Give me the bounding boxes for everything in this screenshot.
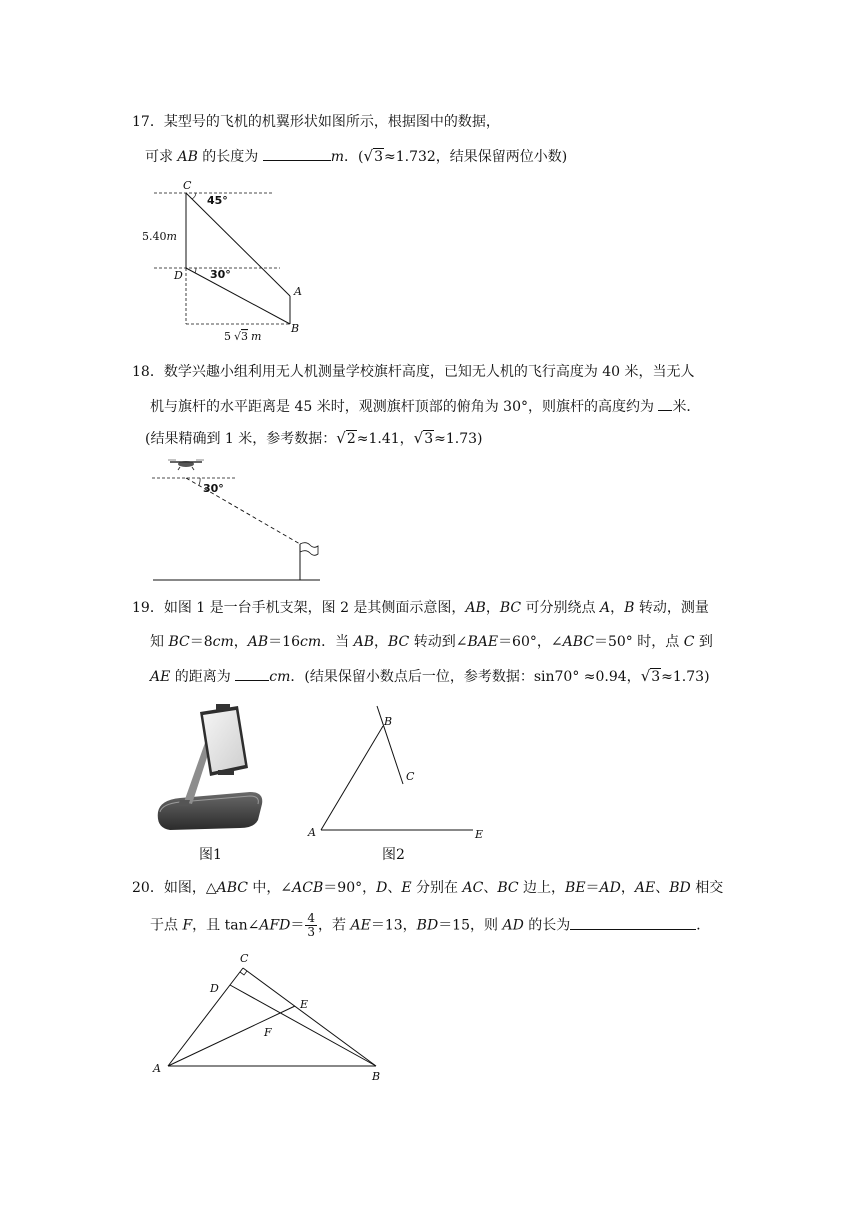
q19-line1: 19．如图 1 是一台手机支架，图 2 是其侧面示意图，AB，BC 可分别绕点 A，B 转动，测量	[132, 600, 709, 616]
fraction-4-3: $\frac{4}{3}$	[307, 911, 316, 939]
q17-var-ab: AB	[177, 149, 198, 165]
fig1-caption: 图1	[199, 847, 222, 863]
phone-stand-image	[150, 700, 280, 835]
label-b: B	[384, 715, 393, 728]
q20-figure	[148, 948, 388, 1088]
q20-answer-blank[interactable]	[570, 915, 696, 930]
q18-line3	[145, 428, 483, 449]
sqrt-symbol: √3	[363, 147, 383, 165]
q17-text: 的长度为	[197, 149, 263, 165]
q19-line2: 知 BC＝8cm，AB＝16cm．当 AB，BC 转动到∠BAE＝60°，∠ABC＝50° 时，点 C 到	[150, 634, 713, 650]
angle-30: 30°	[203, 482, 224, 495]
label-d: D	[210, 982, 219, 995]
q18-text: ≈1.73)	[434, 431, 483, 447]
q18-figure	[150, 456, 325, 586]
label-e: E	[475, 828, 484, 841]
angle-30: 30°	[210, 268, 231, 281]
q17-line1: 17．某型号的飞机的机翼形状如图所示，根据图中的数据，	[132, 114, 500, 130]
q17-line2	[145, 146, 567, 167]
label-c: C	[406, 770, 415, 783]
fig2-caption: 图2	[382, 847, 405, 863]
q19-figure2	[305, 702, 495, 842]
label-a: A	[294, 285, 302, 298]
q18-line2	[150, 396, 700, 417]
q17-unit: m	[330, 149, 345, 165]
q19-answer-blank[interactable]	[235, 666, 269, 681]
flag-icon	[300, 543, 318, 556]
label-b: B	[372, 1070, 381, 1083]
q20-line1: 20．如图，△ABC 中，∠ACB＝90°，D、E 分别在 AC、BC 边上，BE＝AD，AE、BD 相交	[132, 880, 724, 896]
q17-text: 可求	[145, 149, 178, 165]
label-b: B	[291, 322, 300, 335]
side-length: 5.40m	[142, 230, 177, 243]
label-f: F	[264, 1026, 272, 1039]
q18-answer-blank[interactable]	[658, 396, 672, 411]
q20-line2: 于点 F，且 tan∠AFD＝ $\frac{4}{3}$ ，若 AE＝13，BD＝15，则 AD 的长为 ．	[150, 911, 711, 939]
label-a: A	[308, 826, 316, 839]
sqrt-symbol: √3	[640, 667, 661, 685]
label-c: C	[240, 952, 249, 965]
label-e: E	[300, 998, 309, 1011]
q17-text: ≈1.732，结果保留两位小数)	[384, 149, 568, 165]
q19-line3: AE 的距离为 cm．(结果保留小数点后一位，参考数据：sin70° ≈0.94，√3≈1.73)	[150, 667, 710, 685]
label-a: A	[153, 1062, 161, 1075]
q18-line1: 18．数学兴趣小组利用无人机测量学校旗杆高度，已知无人机的飞行高度为 40 米，当无人	[132, 364, 695, 380]
q18-text: (结果精确到 1 米，参考数据：	[145, 431, 337, 447]
label-c: C	[183, 179, 192, 192]
sqrt-symbol: √2	[336, 429, 356, 447]
q18-text: ≈1.41，	[356, 431, 414, 447]
q17-figure	[140, 176, 300, 346]
q17-answer-blank[interactable]	[263, 146, 331, 161]
bottom-length: 5 √3 m	[224, 330, 262, 343]
q17-text: ．(	[344, 149, 364, 165]
q18-text: 机与旗杆的水平距离是 45 米时，观测旗杆顶部的俯角为 30°，则旗杆的高度约为	[150, 399, 659, 415]
q18-text: 米．	[672, 399, 701, 415]
sqrt-symbol: √3	[413, 429, 434, 447]
angle-45: 45°	[207, 194, 228, 207]
label-d: D	[174, 269, 183, 282]
drone-icon	[168, 460, 204, 470]
